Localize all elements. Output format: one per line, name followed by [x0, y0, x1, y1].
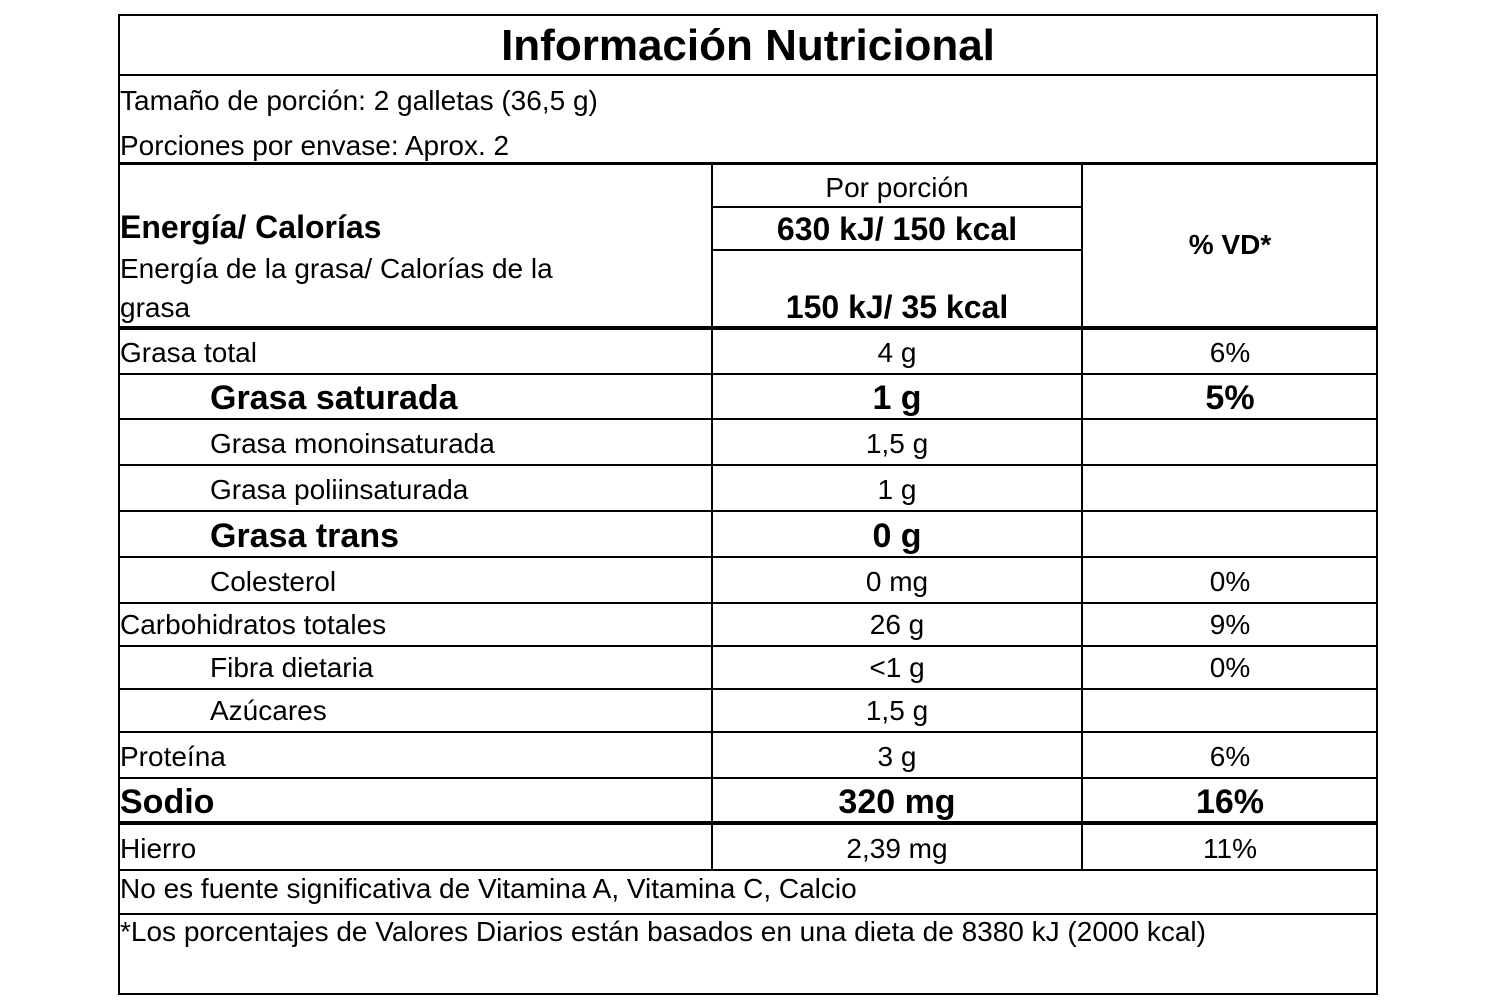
nutrient-dv: 9%	[1209, 609, 1251, 640]
row-divider	[120, 464, 1376, 466]
energy-label: Energía/ Calorías	[120, 209, 382, 245]
nutrient-dv: 5%	[1205, 379, 1255, 417]
nutrient-amount: 3 g	[877, 741, 917, 772]
nutrient-name: Colesterol	[210, 566, 337, 597]
row-divider	[120, 645, 1376, 647]
column-divider	[711, 328, 713, 870]
row-divider	[120, 373, 1376, 375]
row-divider	[120, 688, 1376, 690]
per-serving-header: Por porción	[825, 172, 969, 203]
nutrition-facts-label	[118, 14, 1378, 995]
nutrient-dv: 0%	[1209, 652, 1251, 683]
daily-value-footnote: *Los porcentajes de Valores Diarios están basados en una dieta de 8380 kJ (2000 kcal)	[120, 916, 1206, 947]
nutrient-dv: 16%	[1195, 783, 1265, 821]
fat-energy-label-cont: grasa	[120, 292, 191, 323]
divider	[120, 162, 1376, 165]
nutrient-amount: 1,5 g	[865, 695, 929, 726]
nutrient-name: Azúcares	[210, 695, 327, 726]
nutrient-name: Grasa saturada	[210, 379, 458, 417]
nutrient-name: Hierro	[120, 833, 197, 864]
row-divider	[120, 602, 1376, 604]
label-title: Información Nutricional	[501, 21, 995, 70]
divider-thick	[120, 326, 1376, 330]
nutrient-name: Grasa poliinsaturada	[210, 474, 469, 505]
divider	[712, 249, 1082, 251]
nutrient-dv: 6%	[1209, 741, 1251, 772]
fat-energy-value: 150 kJ/ 35 kcal	[785, 289, 1009, 325]
row-divider	[120, 418, 1376, 420]
column-divider	[1081, 328, 1083, 870]
nutrient-dv: 6%	[1209, 337, 1251, 368]
row-divider	[120, 510, 1376, 512]
serving-size: Tamaño de porción: 2 galletas (36,5 g)	[120, 85, 598, 116]
row-divider	[120, 821, 1376, 825]
nutrient-amount: 1 g	[872, 379, 922, 417]
row-divider	[120, 556, 1376, 558]
nutrient-amount: 26 g	[869, 609, 925, 640]
energy-value: 630 kJ/ 150 kcal	[776, 211, 1018, 247]
divider	[120, 74, 1376, 76]
row-divider	[120, 869, 1376, 871]
nutrient-amount: 2,39 mg	[846, 833, 948, 864]
row-divider	[120, 777, 1376, 779]
nutrient-amount: 1 g	[877, 474, 917, 505]
nutrient-amount: 1,5 g	[865, 428, 929, 459]
nutrient-amount: 4 g	[877, 337, 917, 368]
nutrient-name: Fibra dietaria	[210, 652, 374, 683]
dv-header: % VD*	[1188, 229, 1272, 260]
nutrient-dv: 11%	[1203, 833, 1257, 864]
nutrient-amount: 320 mg	[838, 783, 956, 821]
nutrient-name: Proteína	[120, 741, 226, 772]
fat-energy-label: Energía de la grasa/ Calorías de la	[120, 253, 553, 284]
not-significant-note: No es fuente significativa de Vitamina A, Vitamina C, Calcio	[120, 873, 857, 904]
nutrient-name: Sodio	[120, 783, 215, 821]
nutrient-name: Carbohidratos totales	[120, 609, 387, 640]
nutrient-name: Grasa total	[120, 337, 257, 368]
nutrient-name: Grasa monoinsaturada	[210, 428, 495, 459]
row-divider	[120, 731, 1376, 733]
nutrient-amount: 0 mg	[865, 566, 929, 597]
divider	[712, 206, 1082, 208]
nutrient-name: Grasa trans	[210, 517, 399, 555]
servings-per-container: Porciones por envase: Aprox. 2	[120, 130, 510, 161]
nutrient-amount: 0 g	[872, 517, 922, 555]
nutrient-dv: 0%	[1209, 566, 1251, 597]
nutrient-amount: <1 g	[869, 652, 925, 683]
